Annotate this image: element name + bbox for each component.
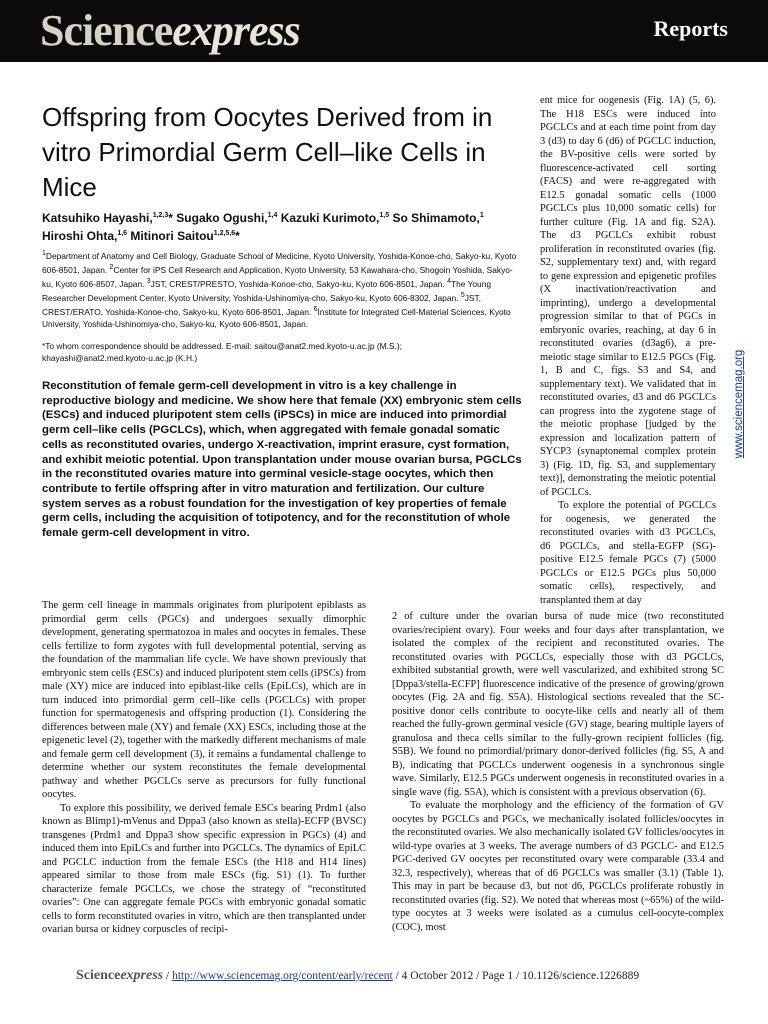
correspondence-note bbox=[42, 340, 522, 365]
abstract: Reconstitution of female germ-cell development in vitro is a key challenge in reproductive biology and medicine. We show here that female (XX) embryonic stem cells (ESCs) and induced pluripotent stem cells (iPSCs) in mice are induced into primordial germ cell–like cells (PGCLCs), which, when aggregated with female gonadal somatic cells as reconstituted ovaries, undergo X-reactivation, imprint erasure, cyst formation, and exhibit meiotic potential. Upon transplantation under mouse ovarian bursa, PGCLCs in the reconstituted ovaries mature into germinal vesicle-stage oocytes, which then contribute to fertile offspring after in vitro maturation and fertilization. Our culture system serves as a robust foundation for the investigation of key properties of female germ cells, including the acquisition of totipotency, and for the reconstitution of whole female germ-cell development in vitro. bbox=[42, 380, 522, 540]
body-column-left bbox=[42, 599, 366, 937]
article-title: Offspring from Oocytes Derived from in vitro Primordial Germ Cell–like Cells in Mice bbox=[42, 102, 493, 202]
correspondence-line: *To whom correspondence should be addressed. E-mail: saitou@anat2.med.kyoto-u.ac.jp (M.S.); bbox=[42, 341, 402, 351]
body-column-right-wide bbox=[392, 610, 724, 934]
author: So Shimamoto,$^1$ bbox=[392, 211, 484, 225]
section-label: Reports bbox=[653, 16, 728, 41]
body-paragraph: 2 of culture under the ovarian bursa of nude mice (two reconstituted ovaries/recipient ovary). Four weeks and four days after transplantation, we isolated the complex of the recipient and reconstituted ovaries. The reconstituted ovaries with PGCLCs, especially those with d3 PGCLCs, exhibited substantial growth, were well vascularized, and exhibited strong SC [Dppa3/stella-ECFP] fluorescence indicative of the presence of growing/grown oocytes (Fig. 2A and fig. S5A). Histological sections revealed that the SC-positive donor cells contribute to oocyte-like cells and nearly all of them reached the fully-grown germinal vesicle (GV) stage, bearing multiple layers of granulosa and theca cells similar to the fully-grown recipient follicles (fig. S5B). We found no primordial/primary donor-derived follicles (fig. S5, A and B), indicating that PGCLCs underwent oogenesis in a synchronous single wave. Similarly, E12.5 PGCs underwent oogenesis in reconstituted ovaries in a single wave (fig. S5A), which is consistent with a previous observation (6). bbox=[392, 611, 724, 798]
journal-header bbox=[0, 0, 768, 62]
journal-logo: Scienceexpress bbox=[40, 6, 300, 55]
author-list bbox=[42, 208, 520, 244]
author: Kazuki Kurimoto,$^{1,5}$ bbox=[280, 211, 390, 225]
download-stamp bbox=[726, 112, 752, 697]
sciencemag-link[interactable]: www.sciencemag.org bbox=[733, 349, 745, 459]
author: Hiroshi Ohta,$^{1,6}$ bbox=[42, 229, 128, 243]
body-paragraph: ent mice for oogenesis (Fig. 1A) (5, 6). The H18 ESCs were induced into PGCLCs and at each time point from day 3 (d3) to day 6 (d6) of PGCLC induction, the BV-positive cells were sorted by fluorescence-activated cell sorting (FACS) and were re-aggregated with E12.5 gonadal somatic cells (1000 PGCLCs plus 10,000 somatic cells) for further culture (Fig. 1A and fig. S2A). The d3 PGCLCs exhibit robust proliferation in reconstituted ovaries (fig. S2, supplementary text) and, with regard to gene expression and epigenetic profiles (X inactivation/reactivation and imprinting), undergo a developmental progression similar to that of PGCs in embryonic ovaries, reaching, at day 6 in reconstituted ovaries (d3ag6), a pre-meiotic stage similar to E12.5 PGCs (Fig. 1, B and C, figs. S3 and S4, and supplementary text). We validated that in reconstituted ovaries, d3 and d6 PGCLCs can progress into the zygotene stage of the meiotic prophase [judged by the expression and localization pattern of SYCP3 (synaptonemal complex protein 3) (Fig. 1D, fig. S3, and supplementary text)], demonstrating the meiotic potential of PGCLCs. bbox=[540, 95, 716, 498]
author: Sugako Ogushi,$^{1,4}$ bbox=[176, 211, 278, 225]
author: Katsuhiko Hayashi,$^{1,2,3}$* bbox=[42, 211, 177, 225]
body-paragraph: To explore the potential of PGCLCs for oogenesis, we generated the reconstituted ovaries with d3 PGCLCs, d6 PGCLCs, and stella-EGFP (SG)-positive E12.5 female PGCs (7) (5000 PGCLCs or E12.5 PGCs plus 50,000 somatic cells), respectively, and transplanted them at day bbox=[540, 500, 716, 606]
page-footer: Scienceexpress / http://www.sciencemag.org/content/early/recent / 4 October 2012 / Page 1 / 10.1126/science.1226889 bbox=[76, 968, 640, 983]
body-paragraph: To explore this possibility, we derived female ESCs bearing Prdm1 (also known as Blimp1)-mVenus and Dppa3 (also known as stella)-ECFP (BVSC) transgenes (Prdm1 and Dppa3 show specific expression in PGCs) (4) and induced them into EpiLCs and further into PGCLCs. The dynamics of EpiLC and PGCLC induction from the female ESCs (the H18 and H14 lines) appeared similar to those from male ESCs (fig. S1) (1). To further characterize female PGCLCs, we chose the strategy of “reconstituted ovaries”: One can aggregate female PGCs with embryonic gonadal somatic cells to form reconstituted ovaries in vitro, which are then transplanted under ovarian bursa or kidney corpuscles of recipi- bbox=[42, 802, 366, 935]
correspondence-line: khayashi@anat2.med.kyoto-u.ac.jp (K.H.) bbox=[42, 353, 198, 364]
body-paragraph: The germ cell lineage in mammals originates from pluripotent epiblasts as primordial germ cells (PGCs) and undergoes sexually dimorphic development, generating spermatozoa in males and oocytes in females. These cells fertilize to form zygotes with full developmental potential, serving as the foundation of the mammalian life cycle. We have shown previously that embryonic stem cells (ESCs) and induced pluripotent stem cells (iPSCs) from male (XY) mice are induced into epiblast-like cells (EpiLCs), which are in turn induced into primordial germ cell–like cells (PGCLCs) with proper function for spermatogenesis and offspring production (1). Considering the differences between male (XY) and female (XX) ESCs, including those at the epigenetic level (2), together with the markedly different mechanisms of male and female germ cell development (3), it remains a fundamental challenge to determine whether our system reconstitutes the female developmental pathway and whether PGCLCs serve as precursors for fully functional oocytes. bbox=[42, 600, 366, 800]
affiliations: $^1$Department of Anatomy and Cell Biology, Graduate School of Medicine, Kyoto University, Yoshida-Konoe-cho, Sakyo-ku, Kyoto 606-8501, Japan. $^2$Center for iPS Cell Research and Application, Kyoto University, 53 Kawahara-cho, Shogoin Yoshida, Sakyo-ku, Kyoto 606-8507, Japan. $^3$JST, CREST/PRESTO, Yoshida-Konoe-cho, Sakyo-ku, Kyoto 606-8501, Japan. $^4$The Young Researcher Development Center, Kyoto University, Yoshida-Ushinomiya-cho, Sakyo-ku, Kyoto 606-8302, Japan. $^5$JST, CREST/ERATO, Yoshida-Konoe-cho, Sakyo-ku, Kyoto 606-8501, Japan. $^6$Institute for Integrated Cell-Material Sciences, Kyoto University, Yoshida-Ushinomiya-cho, Sakyo-ku, Kyoto 606-8501, Japan. bbox=[42, 250, 517, 330]
footer-url-link[interactable]: http://www.sciencemag.org/content/early/recent bbox=[172, 970, 393, 982]
author: Mitinori Saitou$^{1,2,5,6}$* bbox=[130, 229, 240, 243]
footer-brand: Science bbox=[76, 968, 121, 983]
body-column-right-narrow bbox=[540, 94, 716, 607]
footer-citation: / 4 October 2012 / Page 1 / 10.1126/science.1226889 bbox=[392, 970, 640, 982]
body-paragraph: To evaluate the morphology and the efficiency of the formation of GV oocytes by PGCLCs and PGCs, we mechanically isolated follicles/oocytes in the reconstituted ovaries. We also mechanically isolated GV follicles/oocytes in wild-type ovaries at 3 weeks. The average numbers of d3 PGCLC- and E12.5 PGC-derived GV oocytes per reconstituted ovary were comparable (33.4 and 32.3, respectively), whereas that of d6 PGCLCs was smaller (3.1) (Table 1). This may in part be because d3, but not d6, PGCLCs proliferate robustly in reconstituted ovaries (fig. S2). We noted that whereas most (~65%) of the wild-type oocytes at 3 weeks were isolated as a cumulus cell-oocyte-complex (COC), most bbox=[392, 800, 724, 933]
